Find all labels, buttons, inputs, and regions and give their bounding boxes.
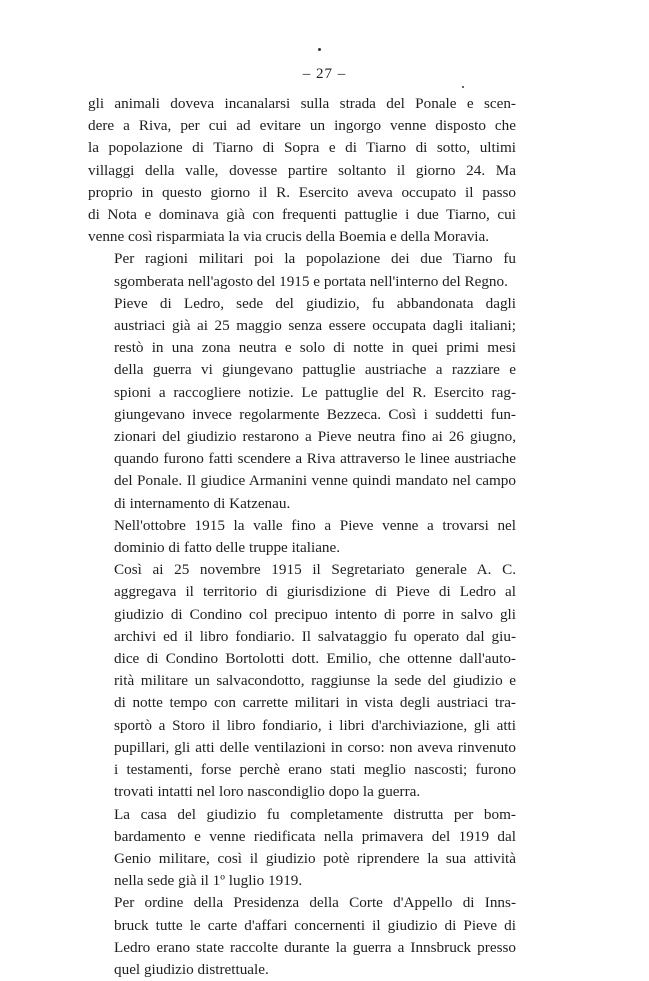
body-text [88,93,516,981]
text-line: della guerra vi giungevano pattuglie austriache a razziare e [114,361,516,379]
paragraph [88,248,516,292]
text-line: pupillari, gli atti delle ventilazioni in corso: non aveva rinvenuto [114,738,516,756]
text-line: villaggi della valle, dovesse partire soltanto il giorno 24. Ma [88,161,516,179]
text-line: nella sede già il 1º luglio 1919. [114,872,303,890]
text-line: proprio in questo giorno il R. Esercito aveva occupato il passo [88,183,516,201]
text-line: sportò a Storo il libro fondiario, i libri d'archiviazione, gli atti [114,716,516,734]
text-line: di internamento di Katzenau. [114,494,291,512]
text-line: rità militare un salvacondotto, raggiunse la sede del giudizio e [114,672,516,690]
paragraph [88,515,516,559]
text-line: di notte tempo con carrette militari in vista degli austriaci tra- [114,694,516,712]
text-line: Pieve di Ledro, sede del giudizio, fu abbandonata dagli [114,294,516,312]
text-line: Nell'ottobre 1915 la valle fino a Pieve venne a trovarsi nel [114,516,516,534]
text-line: restò in una zona neutra e solo di notte in quei primi mesi [114,339,516,357]
text-line: La casa del giudizio fu completamente distrutta per bom- [114,805,516,823]
text-line: dice di Condino Bortolotti dott. Emilio, che ottenne dall'auto- [114,650,516,668]
text-line: aggregava il territorio di giurisdizione di Pieve di Ledro al [114,583,516,601]
text-line: trovati intatti nel loro nascondiglio dopo la guerra. [114,783,421,801]
paragraph [88,93,516,248]
text-line: quando furono fatti scendere a Riva attraverso le linee austriache [114,450,516,468]
text-line: Ledro erano state raccolte durante la guerra a Innsbruck presso [114,938,516,956]
text-line: dominio di fatto delle truppe italiane. [114,539,341,557]
text-line: i testamenti, forse perchè erano stati meglio nascosti; furono [114,761,516,779]
text-line: spioni a raccogliere notizie. Le pattuglie del R. Esercito rag- [114,383,516,401]
ink-speck [318,48,321,51]
text-line: dere a Riva, per cui ad evitare un ingorgo venne disposto che [88,117,516,135]
paragraph [88,804,516,893]
text-line: giudizio di Condino col precipuo intento di porre in salvo gli [114,605,516,623]
text-line: Genio militare, così il giudizio potè riprendere la sua attività [114,849,516,867]
text-line: archivi ed il libro fondiario. Il salvataggio fu operato dal giu- [114,627,516,645]
text-line: austriaci già ai 25 maggio senza essere occupata dagli italiani; [114,317,516,335]
page-number: – 27 – [302,66,347,82]
text-line: gli animali doveva incanalarsi sulla strada del Ponale e scen- [88,95,516,112]
text-line: sgomberata nell'agosto del 1915 e portata nell'interno del Regno. [114,272,508,290]
text-line: quel giudizio distrettuale. [114,960,269,978]
text-line: zionari del giudizio restarono a Pieve neutra fino ai 26 giugno, [114,428,516,446]
text-line: bardamento e venne riedificata nella primavera del 1919 dal [114,827,516,845]
text-line: Così ai 25 novembre 1915 il Segretariato generale A. C. [114,561,516,579]
text-line: giungevano invece regolarmente Bezzeca. Così i suddetti fun- [114,405,516,423]
paragraph [88,293,516,515]
text-line: di Nota e dominava già con frequenti pattuglie i due Tiarno, cui [88,206,516,224]
text-line: Per ordine della Presidenza della Corte d'Appello di Inns- [114,894,516,912]
text-line: la popolazione di Tiarno di Sopra e di Tiarno di sotto, ultimi [88,139,516,157]
paragraph [88,892,516,981]
ink-speck [462,86,464,88]
text-line: bruck tutte le carte d'affari concernenti il giudizio di Pieve di [114,916,516,934]
text-line: venne così risparmiata la via crucis della Boemia e della Moravia. [88,228,490,246]
paragraph [88,559,516,803]
text-line: Per ragioni militari poi la popolazione dei due Tiarno fu [114,250,516,268]
text-line: del Ponale. Il giudice Armanini venne quindi mandato nel campo [114,472,516,490]
